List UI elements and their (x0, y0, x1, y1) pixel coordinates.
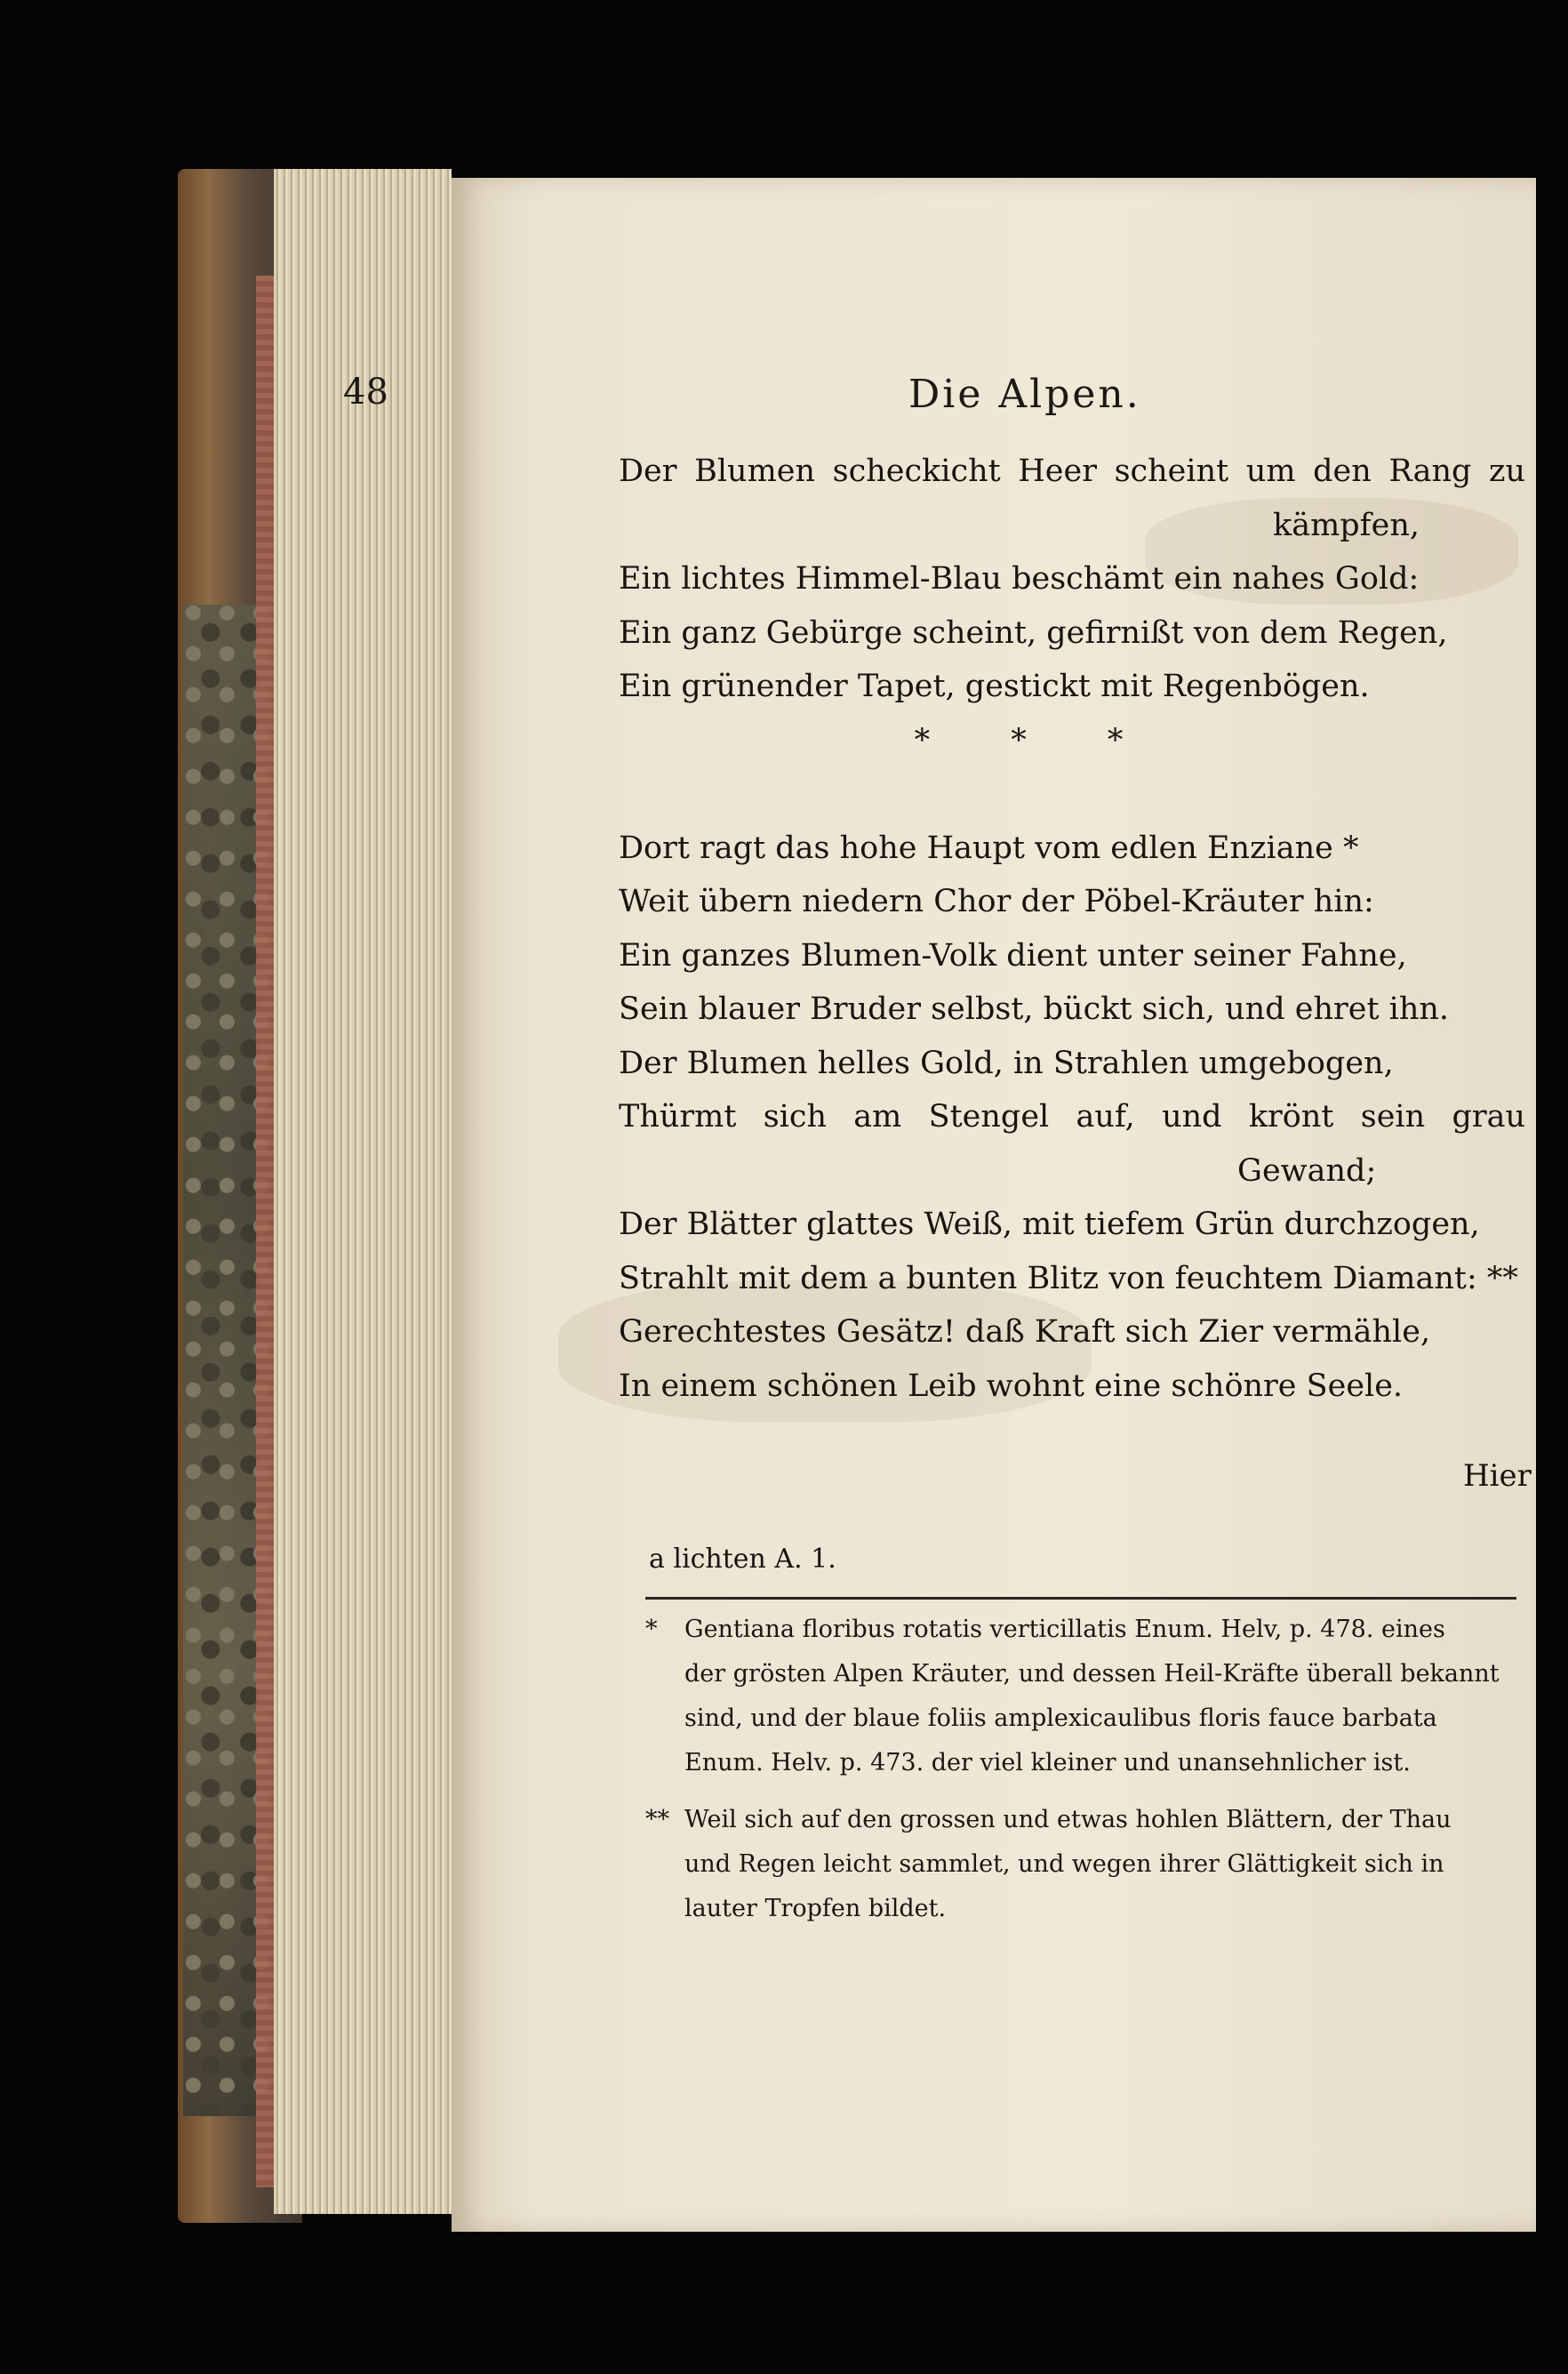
footnote-line: der grösten Alpen Kräuter, und dessen Heil-Kräfte überall bekannt (684, 1660, 1500, 1688)
variant-note: a lichten A. 1. (649, 1544, 836, 1575)
verse-line: kämpfen, (1273, 507, 1420, 543)
verse-line: Der Blätter glattes Weiß, mit tiefem Grün durchzogen, (619, 1207, 1480, 1242)
footnote-line: Gentiana floribus rotatis verticillatis Enum. Helv, p. 478. eines (684, 1616, 1445, 1643)
footnote-mark: * (645, 1616, 658, 1643)
verse-line: Gerechtestes Gesätz! daß Kraft sich Zier vermähle, (619, 1314, 1431, 1350)
verse-line: Weit übern niedern Chor der Pöbel-Kräuter hin: (619, 884, 1374, 919)
verse-line: * * * (914, 722, 1159, 758)
verse-line: Thürmt sich am Stengel auf, und krönt sein grau (619, 1099, 1525, 1135)
verse-line: Der Blumen helles Gold, in Strahlen umgebogen, (619, 1045, 1394, 1081)
verse-line: Gewand; (1237, 1152, 1377, 1189)
page-number: 48 (343, 372, 388, 413)
footnote (645, 1608, 1525, 1785)
verse-line: Ein ganzes Blumen-Volk dient unter seiner Fahne, (619, 937, 1407, 974)
verse-line: In einem schönen Leib wohnt eine schönre Seele. (619, 1367, 1404, 1404)
footnotes (645, 1608, 1525, 1931)
page-header (343, 372, 1490, 425)
poem-text (619, 445, 1525, 1512)
footnote-line: sind, und der blaue foliis amplexicaulibus floris fauce barbata (684, 1704, 1437, 1732)
footnote (645, 1798, 1525, 1931)
catchword: Hier (1463, 1458, 1532, 1494)
page-block-edges (274, 169, 452, 2214)
footnote-rule (645, 1597, 1516, 1600)
footnote-line: und Regen leicht sammlet, und wegen ihrer Glättigkeit sich in (684, 1850, 1444, 1878)
running-head: Die Alpen. (908, 372, 1141, 417)
verse-line: Der Blumen scheckicht Heer scheint um den Rang zu (619, 453, 1525, 489)
footnote-line: Weil sich auf den grossen und etwas hohlen Blättern, der Thau (684, 1806, 1452, 1833)
verse-line: Strahlt mit dem a bunten Blitz von feuchtem Diamant: ** (619, 1260, 1518, 1296)
verse-line: Ein ganz Gebürge scheint, gefirnißt von dem Regen, (619, 614, 1448, 651)
footnote-mark: ** (645, 1806, 669, 1833)
verse-line (619, 767, 1525, 822)
verse-line: Sein blauer Bruder selbst, bückt sich, und ehret ihn. (619, 991, 1450, 1027)
verse-line: Ein lichtes Himmel-Blau beschämt ein nahes Gold: (619, 561, 1420, 597)
footnote-line: lauter Tropfen bildet. (684, 1895, 947, 1922)
verse-line: Ein grünender Tapet, gestickt mit Regenbögen. (619, 669, 1370, 704)
verse-line: Dort ragt das hohe Haupt vom edlen Enziane * (619, 830, 1359, 866)
footnote-line: Enum. Helv. p. 473. der viel kleiner und unansehnlicher ist. (684, 1749, 1411, 1776)
